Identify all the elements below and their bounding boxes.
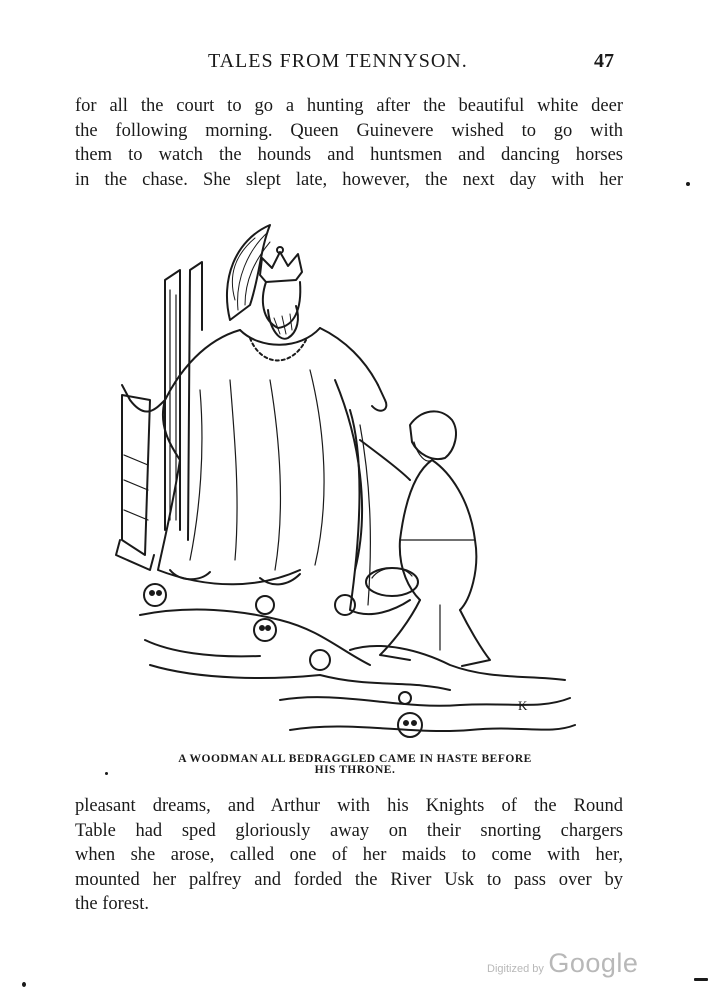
text-line: the following morning. Queen Guinevere wished to go with (75, 120, 623, 141)
scan-speck (105, 772, 108, 775)
text-line: the forest. (75, 894, 149, 914)
text-line: Table had sped gloriously away on their snorting chargers (75, 820, 623, 841)
text-line: when she arose, called one of her maids to come with her, (75, 845, 623, 865)
scan-speck (22, 982, 26, 987)
text-line: mounted her palfrey and forded the River Usk to pass over by (75, 869, 623, 890)
text-line: in the chase. She slept late, however, the next day with her (75, 169, 623, 190)
watermark-prefix: Digitized by (487, 963, 544, 975)
scan-speck (694, 978, 708, 981)
artist-monogram: K (518, 698, 528, 713)
text-line: pleasant dreams, and Arthur with his Knights of the Round (75, 796, 623, 816)
caption-line: A WOODMAN ALL BEDRAGGLED CAME IN HASTE BEFORE (178, 753, 532, 765)
text-line: them to watch the hounds and huntsmen and dancing horses (75, 145, 623, 165)
page-number: 47 (594, 50, 614, 72)
text-line: for all the court to go a hunting after the beautiful white deer (75, 96, 623, 116)
scan-speck (686, 182, 690, 186)
running-title: TALES FROM TENNYSON. (208, 50, 468, 72)
king-and-woodman-illustration (110, 210, 580, 755)
body-text-top (75, 94, 623, 192)
body-text-bottom (75, 794, 623, 917)
caption-line: HIS THRONE. (314, 764, 396, 776)
digitized-watermark (487, 948, 638, 979)
google-logo: Google (548, 948, 639, 978)
illustration-caption (120, 754, 590, 776)
